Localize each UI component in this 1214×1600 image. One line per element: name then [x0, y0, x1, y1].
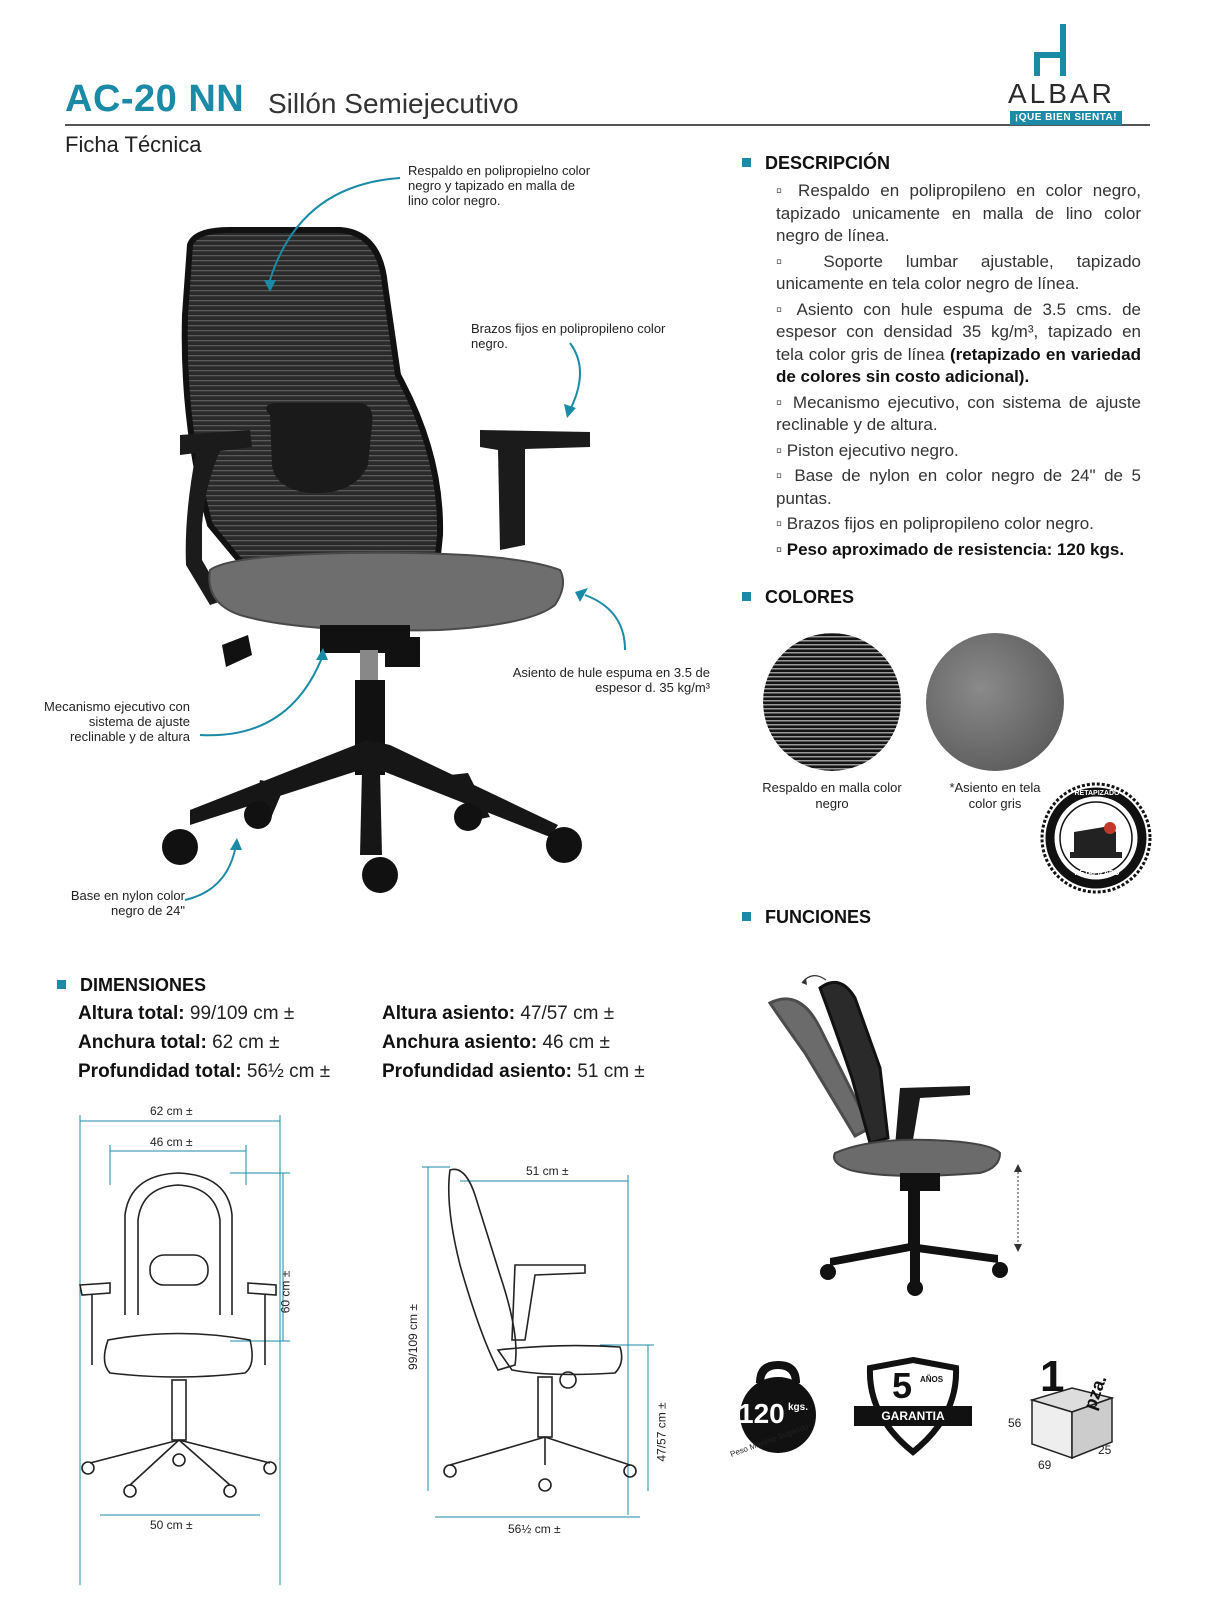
- desc-item: ▫ Base de nylon en color negro de 24" de 5 puntas.: [776, 466, 1141, 508]
- box-width: 69: [1038, 1458, 1052, 1472]
- dim-seat-depth: Profundidad asiento: 51 cm ±: [382, 1061, 645, 1082]
- weight-caption: Peso Máximo Sugerido: [728, 1422, 810, 1459]
- meas-front-back-height: 60 cm ±: [278, 1270, 293, 1314]
- callout-seat: Asiento de hule espuma en 3.5 de espesor d. 35 kg/m³: [512, 665, 710, 695]
- side-view-drawing: [420, 1165, 670, 1545]
- dim-seat-height: Altura asiento: 47/57 cm ±: [382, 1003, 615, 1024]
- desc-item: ▫ Soporte lumbar ajustable, tapizado unicamente en tela color negro de línea.: [776, 251, 1141, 293]
- stamp-bottom-text: RETAPIZADO: [1074, 870, 1120, 877]
- meas-side-total-depth: 56½ cm ±: [508, 1522, 561, 1536]
- desc-item: ▫ Piston ejecutivo negro.: [776, 440, 959, 460]
- recline-chair-image: [760, 958, 1040, 1298]
- meas-front-seat-width: 46 cm ±: [150, 1135, 193, 1149]
- meas-front-total-width: 62 cm ±: [150, 1104, 193, 1118]
- weight-unit: kgs.: [788, 1402, 809, 1413]
- box-qty: 1: [1040, 1352, 1065, 1401]
- desc-item: ▫ Respaldo en polipropileno en color negro, tapizado unicamente en malla de lino color negro de línea.: [776, 181, 1141, 245]
- warranty-shield-icon: [852, 1356, 974, 1456]
- weight-value: 120: [738, 1398, 785, 1429]
- box-unit: pza.: [1079, 1372, 1111, 1413]
- warranty-years: 5: [892, 1365, 913, 1406]
- product-name: Sillón Semiejecutivo: [268, 88, 519, 119]
- dim-total-depth: Profundidad total: 56½ cm ±: [78, 1061, 331, 1082]
- fabric-swatch-label: *Asiento en tela color gris: [949, 780, 1041, 811]
- box-depth: 25: [1098, 1443, 1112, 1457]
- desc-item: ▫ Brazos fijos en polipropileno color negro.: [776, 514, 1094, 533]
- callout-mechanism: Mecanismo ejecutivo con sistema de ajuste reclinable y de altura: [44, 699, 190, 744]
- page-subtitle: Ficha Técnica: [65, 132, 202, 157]
- mesh-swatch-label: Respaldo en malla color negro: [762, 780, 902, 811]
- meas-side-total-height: 99/109 cm ±: [405, 1304, 420, 1370]
- dim-total-width: Anchura total: 62 cm ±: [78, 1032, 280, 1053]
- brand-tagline: ¡QUE BIEN SIENTA!: [1010, 111, 1122, 125]
- callout-backrest: Respaldo en polipropielno color negro y tapizado en malla de lino color negro.: [408, 163, 591, 208]
- callout-arms: Brazos fijos en polipropileno color negro.: [471, 321, 666, 351]
- dim-total-height: Altura total: 99/109 cm ±: [78, 1003, 295, 1024]
- functions-heading: FUNCIONES: [742, 907, 871, 928]
- desc-item: ▫ Asiento con hule espuma de 3.5 cms. de espesor con densidad 35 kg/m³, tapizado en tela color gris de línea (retapizado en variedad de colores sin costo adicional).: [776, 299, 1141, 386]
- mesh-swatch: [762, 632, 902, 772]
- retapizado-stamp: [1040, 782, 1152, 894]
- desc-item: ▫ Peso aproximado de resistencia: 120 kgs.: [776, 539, 1125, 559]
- dim-seat-width: Anchura asiento: 46 cm ±: [382, 1032, 610, 1053]
- description-heading: DESCRIPCIÓN: [742, 153, 890, 174]
- dimensions-heading: DIMENSIONES: [57, 975, 206, 996]
- stamp-top-text: RETAPIZADO: [1074, 790, 1120, 797]
- box-icon: [1012, 1360, 1142, 1460]
- callout-base: Base en nylon color negro de 24": [70, 888, 185, 918]
- fabric-swatch: [925, 632, 1065, 772]
- model-code: AC-20 NN: [65, 78, 245, 120]
- desc-item: ▫ Mecanismo ejecutivo, con sistema de ajuste reclinable y de altura.: [776, 392, 1141, 434]
- warranty-unit: AÑOS: [920, 1375, 944, 1384]
- brand-logo: ALBAR: [1008, 78, 1115, 109]
- box-height: 56: [1008, 1416, 1022, 1430]
- meas-side-seat-depth: 51 cm ±: [526, 1164, 569, 1178]
- colors-heading: COLORES: [742, 587, 854, 608]
- meas-front-base-width: 50 cm ±: [150, 1518, 193, 1532]
- meas-side-seat-height: 47/57 cm ±: [654, 1402, 669, 1462]
- front-view-drawing: [70, 1115, 310, 1535]
- description-list: [776, 180, 1141, 564]
- warranty-label: GARANTIA: [881, 1409, 945, 1423]
